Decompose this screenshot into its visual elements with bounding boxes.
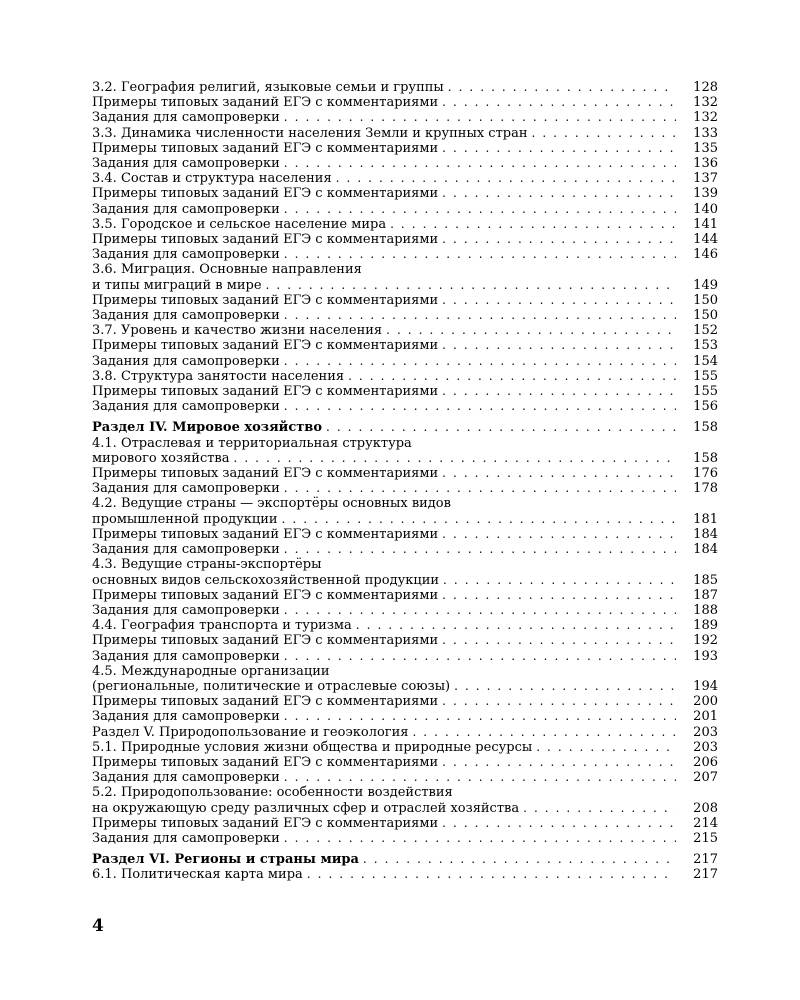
- toc-entry-title: Примеры типовых заданий ЕГЭ с комментариями: [92, 694, 439, 710]
- toc-entry-line: [92, 338, 718, 353]
- toc-entry-line: [92, 278, 718, 293]
- toc-page-number: 156: [693, 399, 718, 415]
- toc-entry-title: 4.3. Ведущие страны-экспортёры: [92, 557, 322, 573]
- dot-leader: [284, 649, 676, 664]
- toc-entry-title: 3.2. География религий, языковые семьи и группы: [92, 80, 444, 95]
- toc-entry-line: [92, 126, 718, 141]
- dot-leader: [284, 603, 676, 618]
- dot-leader: [442, 293, 676, 308]
- toc-entry-title: Задания для самопроверки: [92, 481, 280, 497]
- table-of-contents: [92, 80, 718, 883]
- toc-entry: [92, 588, 718, 603]
- toc-entry-title: (региональные, политические и отраслевые союзы): [92, 678, 451, 694]
- toc-entry-line: [92, 755, 718, 770]
- dot-leader: [442, 755, 676, 770]
- dot-leader: [326, 420, 676, 435]
- toc-entry-title: 5.2. Природопользование: особенности воздействия: [92, 785, 453, 801]
- toc-entry: [92, 709, 718, 724]
- dot-leader: [442, 816, 676, 831]
- toc-entry-line: [92, 217, 718, 232]
- toc-entry-title: Примеры типовых заданий ЕГЭ с комментариями: [92, 95, 439, 111]
- dot-leader: [284, 770, 676, 785]
- toc-entry-title: промышленной продукции: [92, 511, 278, 527]
- toc-page-number: 184: [693, 526, 718, 542]
- toc-page-number: 150: [693, 308, 718, 324]
- dot-leader: [442, 466, 676, 481]
- dot-leader: [284, 481, 676, 496]
- toc-entry-title: мирового хозяйства: [92, 450, 230, 466]
- toc-entry-title: 6.1. Политическая карта мира: [92, 867, 303, 883]
- toc-entry-title: 4.5. Международные организации: [92, 663, 330, 679]
- dot-leader: [348, 369, 676, 384]
- toc-page-number: 141: [693, 216, 718, 232]
- toc-entry-title: Примеры типовых заданий ЕГЭ с комментариями: [92, 292, 439, 308]
- toc-page-number: 146: [693, 247, 718, 263]
- toc-entry-title: 5.1. Природные условия жизни общества и природные ресурсы: [92, 739, 533, 755]
- toc-entry: [92, 664, 718, 694]
- toc-page-number: 203: [693, 724, 718, 740]
- dot-leader: [523, 801, 676, 816]
- toc-entry-title: Примеры типовых заданий ЕГЭ с комментариями: [92, 338, 439, 354]
- toc-entry-title: Примеры типовых заданий ЕГЭ с комментариями: [92, 232, 439, 248]
- toc-page-number: 133: [693, 125, 718, 141]
- toc-entry-line: [92, 262, 718, 277]
- toc-entry-title: Раздел VI. Регионы и страны мира: [92, 852, 359, 868]
- toc-entry-line: [92, 785, 718, 800]
- toc-entry-line: [92, 618, 718, 633]
- dot-leader: [442, 527, 676, 542]
- toc-entry: [92, 618, 718, 633]
- dot-leader: [442, 95, 676, 110]
- toc-entry: [92, 95, 718, 110]
- toc-page-number: 132: [693, 95, 718, 111]
- toc-page-number: 214: [693, 815, 718, 831]
- toc-entry-title: Примеры типовых заданий ЕГЭ с комментариями: [92, 587, 439, 603]
- toc-page-number: 158: [693, 450, 718, 466]
- toc-entry-title: Задания для самопроверки: [92, 201, 280, 217]
- toc-entry-title: 3.8. Структура занятости населения: [92, 368, 345, 384]
- toc-entry-line: [92, 323, 718, 338]
- toc-page-number: 140: [693, 201, 718, 217]
- dot-leader: [284, 110, 676, 125]
- dot-leader: [442, 633, 676, 648]
- toc-entry: [92, 785, 718, 815]
- toc-entry-line: [92, 420, 718, 435]
- dot-leader: [448, 80, 676, 95]
- toc-entry-line: [92, 156, 718, 171]
- toc-page-number: 176: [693, 466, 718, 482]
- toc-entry-title: 3.5. Городское и сельское население мира: [92, 216, 387, 232]
- toc-entry: [92, 308, 718, 323]
- toc-page-number: 153: [693, 338, 718, 354]
- toc-entry: [92, 867, 718, 882]
- toc-entry-line: [92, 801, 718, 816]
- toc-entry-line: [92, 740, 718, 755]
- dot-leader: [443, 573, 676, 588]
- toc-entry-title: Задания для самопроверки: [92, 353, 280, 369]
- dot-leader: [284, 247, 676, 262]
- toc-entry-line: [92, 573, 718, 588]
- toc-page-number: 185: [693, 572, 718, 588]
- toc-page-number: 207: [693, 770, 718, 786]
- toc-entry: [92, 725, 718, 740]
- toc-entry-line: [92, 633, 718, 648]
- toc-entry-title: на окружающую среду различных сфер и отраслей хозяйства: [92, 800, 520, 816]
- toc-entry: [92, 420, 718, 435]
- toc-entry-line: [92, 527, 718, 542]
- toc-page-number: 187: [693, 587, 718, 603]
- toc-entry: [92, 202, 718, 217]
- toc-entry-title: Задания для самопроверки: [92, 308, 280, 324]
- toc-entry-title: основных видов сельскохозяйственной продукции: [92, 572, 440, 588]
- toc-entry-line: [92, 354, 718, 369]
- toc-entry-title: 4.4. География транспорта и туризма: [92, 618, 352, 634]
- dot-leader: [454, 679, 676, 694]
- toc-entry: [92, 557, 718, 587]
- dot-leader: [234, 451, 677, 466]
- toc-entry-title: Задания для самопроверки: [92, 602, 280, 618]
- toc-entry: [92, 293, 718, 308]
- toc-entry: [92, 755, 718, 770]
- toc-page-number: 178: [693, 481, 718, 497]
- toc-entry: [92, 770, 718, 785]
- toc-entry: [92, 323, 718, 338]
- toc-entry-line: [92, 852, 718, 867]
- toc-entry: [92, 126, 718, 141]
- toc-page-number: 128: [693, 80, 718, 95]
- toc-entry-line: [92, 186, 718, 201]
- dot-leader: [282, 512, 676, 527]
- toc-entry-line: [92, 588, 718, 603]
- toc-entry-line: [92, 171, 718, 186]
- toc-page-number: 192: [693, 633, 718, 649]
- toc-entry-line: [92, 384, 718, 399]
- toc-entry-title: Задания для самопроверки: [92, 110, 280, 126]
- dot-leader: [356, 618, 676, 633]
- toc-page-number: 201: [693, 709, 718, 725]
- toc-entry-line: [92, 141, 718, 156]
- dot-leader: [412, 725, 676, 740]
- toc-entry: [92, 694, 718, 709]
- toc-entry: [92, 80, 718, 95]
- toc-entry: [92, 633, 718, 648]
- toc-entry-title: Задания для самопроверки: [92, 247, 280, 263]
- toc-entry-title: Задания для самопроверки: [92, 830, 280, 846]
- toc-page-number: 155: [693, 368, 718, 384]
- toc-page-number: 206: [693, 754, 718, 770]
- toc-entry: [92, 527, 718, 542]
- toc-entry-title: Примеры типовых заданий ЕГЭ с комментариями: [92, 384, 439, 400]
- toc-entry-title: 3.4. Состав и структура населения: [92, 171, 332, 187]
- dot-leader: [442, 186, 676, 201]
- toc-entry: [92, 186, 718, 201]
- toc-entry-line: [92, 542, 718, 557]
- toc-entry-line: [92, 481, 718, 496]
- toc-entry-line: [92, 436, 718, 451]
- dot-leader: [442, 232, 676, 247]
- toc-entry-line: [92, 770, 718, 785]
- toc-entry-title: Примеры типовых заданий ЕГЭ с комментариями: [92, 633, 439, 649]
- toc-entry-line: [92, 293, 718, 308]
- toc-page-number: 181: [693, 511, 718, 527]
- toc-page-number: 137: [693, 171, 718, 187]
- toc-page-number: 194: [693, 678, 718, 694]
- toc-entry-line: [92, 649, 718, 664]
- toc-entry-line: [92, 232, 718, 247]
- toc-page-number: 158: [693, 420, 718, 436]
- toc-entry-line: [92, 694, 718, 709]
- toc-entry: [92, 262, 718, 292]
- toc-entry: [92, 496, 718, 526]
- toc-entry: [92, 436, 718, 466]
- page-number: 4: [92, 916, 104, 936]
- toc-entry-title: Примеры типовых заданий ЕГЭ с комментариями: [92, 815, 439, 831]
- dot-leader: [442, 141, 676, 156]
- toc-page-number: 136: [693, 156, 718, 172]
- toc-page-number: 200: [693, 694, 718, 710]
- toc-entry-title: Примеры типовых заданий ЕГЭ с комментариями: [92, 140, 439, 156]
- toc-entry: [92, 466, 718, 481]
- dot-leader: [442, 588, 676, 603]
- dot-leader: [442, 694, 676, 709]
- toc-entry: [92, 354, 718, 369]
- toc-page-number: 208: [693, 800, 718, 816]
- dot-leader: [386, 323, 676, 338]
- toc-page-number: 188: [693, 602, 718, 618]
- toc-entry-title: Задания для самопроверки: [92, 648, 280, 664]
- toc-entry: [92, 217, 718, 232]
- toc-entry-line: [92, 709, 718, 724]
- dot-leader: [363, 852, 676, 867]
- toc-page-number: 193: [693, 648, 718, 664]
- dot-leader: [532, 126, 677, 141]
- toc-entry-line: [92, 725, 718, 740]
- toc-entry-title: 3.6. Миграция. Основные направления: [92, 262, 362, 278]
- dot-leader: [336, 171, 676, 186]
- toc-page-number: 149: [693, 277, 718, 293]
- toc-entry-title: Задания для самопроверки: [92, 399, 280, 415]
- toc-entry: [92, 384, 718, 399]
- dot-leader: [536, 740, 676, 755]
- toc-entry: [92, 338, 718, 353]
- toc-entry-line: [92, 399, 718, 414]
- dot-leader: [307, 867, 676, 882]
- toc-entry-title: Задания для самопроверки: [92, 542, 280, 558]
- toc-entry-line: [92, 247, 718, 262]
- toc-entry-line: [92, 603, 718, 618]
- toc-page-number: 154: [693, 353, 718, 369]
- toc-entry: [92, 171, 718, 186]
- toc-entry-title: Примеры типовых заданий ЕГЭ с комментариями: [92, 466, 439, 482]
- dot-leader: [442, 338, 676, 353]
- toc-entry-line: [92, 679, 718, 694]
- toc-entry: [92, 247, 718, 262]
- toc-entry: [92, 603, 718, 618]
- toc-entry-title: Задания для самопроверки: [92, 709, 280, 725]
- toc-entry-line: [92, 110, 718, 125]
- toc-page-number: 184: [693, 542, 718, 558]
- toc-page-number: 144: [693, 232, 718, 248]
- toc-entry: [92, 852, 718, 867]
- toc-entry-line: [92, 80, 718, 95]
- toc-entry-line: [92, 308, 718, 323]
- toc-entry-line: [92, 95, 718, 110]
- dot-leader: [284, 831, 676, 846]
- toc-entry-line: [92, 369, 718, 384]
- toc-page-number: 152: [693, 323, 718, 339]
- toc-entry-line: [92, 202, 718, 217]
- toc-page-number: 135: [693, 140, 718, 156]
- toc-page-number: 217: [693, 852, 718, 868]
- toc-entry-line: [92, 512, 718, 527]
- toc-entry-line: [92, 664, 718, 679]
- toc-entry-title: Раздел IV. Мировое хозяйство: [92, 420, 323, 436]
- toc-entry-line: [92, 867, 718, 882]
- toc-entry: [92, 156, 718, 171]
- dot-leader: [390, 217, 676, 232]
- toc-entry: [92, 141, 718, 156]
- dot-leader: [266, 278, 676, 293]
- toc-entry-title: Раздел V. Природопользование и геоэкология: [92, 724, 409, 740]
- dot-leader: [442, 384, 676, 399]
- toc-entry: [92, 649, 718, 664]
- toc-page-number: 155: [693, 384, 718, 400]
- dot-leader: [284, 709, 676, 724]
- dot-leader: [284, 399, 676, 414]
- toc-entry-title: Задания для самопроверки: [92, 770, 280, 786]
- toc-entry-title: Примеры типовых заданий ЕГЭ с комментариями: [92, 526, 439, 542]
- toc-entry: [92, 542, 718, 557]
- dot-leader: [284, 354, 676, 369]
- dot-leader: [284, 202, 676, 217]
- toc-page-number: 215: [693, 830, 718, 846]
- toc-entry: [92, 831, 718, 846]
- toc-entry-line: [92, 496, 718, 511]
- toc-page-number: 132: [693, 110, 718, 126]
- toc-entry-line: [92, 451, 718, 466]
- toc-entry-title: 4.2. Ведущие страны — экспортёры основных видов: [92, 496, 451, 512]
- toc-entry-title: Примеры типовых заданий ЕГЭ с комментариями: [92, 754, 439, 770]
- dot-leader: [284, 542, 676, 557]
- toc-entry: [92, 399, 718, 414]
- toc-entry-title: 4.1. Отраслевая и территориальная структура: [92, 435, 412, 451]
- toc-entry: [92, 110, 718, 125]
- toc-entry-title: Примеры типовых заданий ЕГЭ с комментариями: [92, 186, 439, 202]
- toc-entry-line: [92, 557, 718, 572]
- dot-leader: [284, 308, 676, 323]
- toc-entry: [92, 232, 718, 247]
- toc-entry-title: и типы миграций в мире: [92, 277, 262, 293]
- toc-entry-line: [92, 831, 718, 846]
- toc-entry-line: [92, 466, 718, 481]
- toc-entry: [92, 816, 718, 831]
- toc-entry-title: 3.3. Динамика численности населения Земли и крупных стран: [92, 125, 528, 141]
- toc-entry-title: 3.7. Уровень и качество жизни населения: [92, 323, 383, 339]
- toc-page-number: 139: [693, 186, 718, 202]
- toc-entry-line: [92, 816, 718, 831]
- toc-page-number: 189: [693, 618, 718, 634]
- toc-page-number: 150: [693, 292, 718, 308]
- toc-entry: [92, 740, 718, 755]
- dot-leader: [284, 156, 676, 171]
- toc-page-number: 217: [693, 867, 718, 883]
- toc-entry-title: Задания для самопроверки: [92, 156, 280, 172]
- toc-entry: [92, 369, 718, 384]
- toc-entry: [92, 481, 718, 496]
- toc-page-number: 203: [693, 739, 718, 755]
